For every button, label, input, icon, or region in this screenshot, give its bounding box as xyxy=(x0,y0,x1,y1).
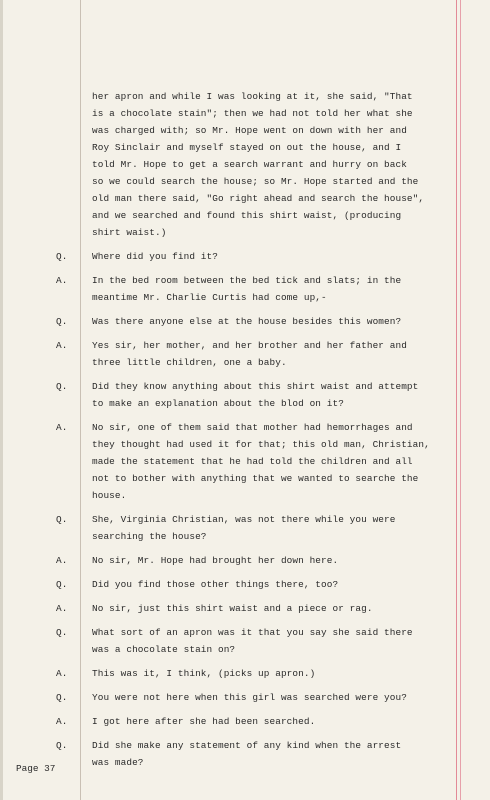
speaker-label: Q. xyxy=(56,692,68,703)
text-line: Roy Sinclair and myself stayed on out the house, and I xyxy=(92,142,402,153)
transcript-entry xyxy=(0,689,490,706)
text-line: was a chocolate stain on? xyxy=(92,644,236,655)
text-line: No sir, one of them said that mother had hemorrhages and xyxy=(92,422,413,433)
transcript-entry xyxy=(0,713,490,730)
entry-text xyxy=(92,689,490,706)
page-number: Page 37 xyxy=(16,763,56,774)
speaker-label: A. xyxy=(56,422,68,433)
transcript-entry xyxy=(0,337,490,371)
entry-text xyxy=(92,552,490,569)
transcript-entry xyxy=(0,624,490,658)
text-line: Yes sir, her mother, and her brother and her father and xyxy=(92,340,407,351)
text-line: was charged with; so Mr. Hope went on down with her and xyxy=(92,125,407,136)
text-line: meantime Mr. Charlie Curtis had come up,- xyxy=(92,292,327,303)
entry-text xyxy=(92,272,490,306)
speaker-label: Q. xyxy=(56,381,68,392)
text-line: shirt waist.) xyxy=(92,227,167,238)
entry-text xyxy=(92,624,490,658)
text-line: house. xyxy=(92,490,127,501)
speaker-label: Q. xyxy=(56,740,68,751)
text-line: was made? xyxy=(92,757,144,768)
text-line: Did they know anything about this shirt waist and attempt xyxy=(92,381,419,392)
text-line: searching the house? xyxy=(92,531,207,542)
entry-text xyxy=(92,737,490,771)
transcript-text xyxy=(0,88,490,771)
text-line: three little children, one a baby. xyxy=(92,357,287,368)
text-line: made the statement that he had told the children and all xyxy=(92,456,413,467)
entry-text xyxy=(92,665,490,682)
transcript-entry xyxy=(0,248,490,265)
transcript-entry xyxy=(0,378,490,412)
speaker-label: A. xyxy=(56,555,68,566)
transcript-entry xyxy=(0,313,490,330)
text-line: told Mr. Hope to get a search warrant and hurry on back xyxy=(92,159,407,170)
entry-text xyxy=(92,378,490,412)
entry-text xyxy=(92,419,490,504)
entry-text xyxy=(92,600,490,617)
text-line: I got here after she had been searched. xyxy=(92,716,316,727)
text-line: her apron and while I was looking at it, she said, "That xyxy=(92,91,413,102)
entry-text xyxy=(92,713,490,730)
entry-text xyxy=(92,337,490,371)
text-line: No sir, Mr. Hope had brought her down here. xyxy=(92,555,339,566)
speaker-label: A. xyxy=(56,668,68,679)
speaker-label: Q. xyxy=(56,514,68,525)
transcript-entry xyxy=(0,665,490,682)
speaker-label: A. xyxy=(56,716,68,727)
text-line: to make an explanation about the blod on it? xyxy=(92,398,344,409)
transcript-entry xyxy=(0,272,490,306)
transcript-entry xyxy=(0,419,490,504)
speaker-label: A. xyxy=(56,603,68,614)
text-line: Was there anyone else at the house besides this women? xyxy=(92,316,402,327)
transcript-entry xyxy=(0,737,490,771)
speaker-label: A. xyxy=(56,340,68,351)
transcript-entry xyxy=(0,576,490,593)
entry-text xyxy=(92,511,490,545)
entry-text xyxy=(92,576,490,593)
text-line: What sort of an apron was it that you say she said there xyxy=(92,627,413,638)
text-line: so we could search the house; so Mr. Hope started and the xyxy=(92,176,419,187)
text-line: No sir, just this shirt waist and a piece or rag. xyxy=(92,603,373,614)
text-line: Where did you find it? xyxy=(92,251,218,262)
text-line: Did she make any statement of any kind when the arrest xyxy=(92,740,402,751)
text-line: In the bed room between the bed tick and slats; in the xyxy=(92,275,402,286)
speaker-label: Q. xyxy=(56,316,68,327)
transcript-entry xyxy=(0,552,490,569)
speaker-label: Q. xyxy=(56,627,68,638)
entry-text xyxy=(92,313,490,330)
transcript-entry xyxy=(0,88,490,241)
text-line: old man there said, "Go right ahead and search the house", xyxy=(92,193,425,204)
transcript-entry xyxy=(0,511,490,545)
transcript-entry xyxy=(0,600,490,617)
text-line: Did you find those other things there, too? xyxy=(92,579,339,590)
text-line: they thought had used it for that; this old man, Christian, xyxy=(92,439,430,450)
speaker-label: Q. xyxy=(56,251,68,262)
entry-text xyxy=(92,248,490,265)
text-line: is a chocolate stain"; then we had not told her what she xyxy=(92,108,413,119)
speaker-label: A. xyxy=(56,275,68,286)
text-line: This was it, I think, (picks up apron.) xyxy=(92,668,316,679)
text-line: You were not here when this girl was searched were you? xyxy=(92,692,407,703)
text-line: She, Virginia Christian, was not there while you were xyxy=(92,514,396,525)
entry-text xyxy=(92,88,490,241)
text-line: and we searched and found this shirt waist, (producing xyxy=(92,210,402,221)
text-line: not to bother with anything that we wanted to searche the xyxy=(92,473,419,484)
speaker-label: Q. xyxy=(56,579,68,590)
